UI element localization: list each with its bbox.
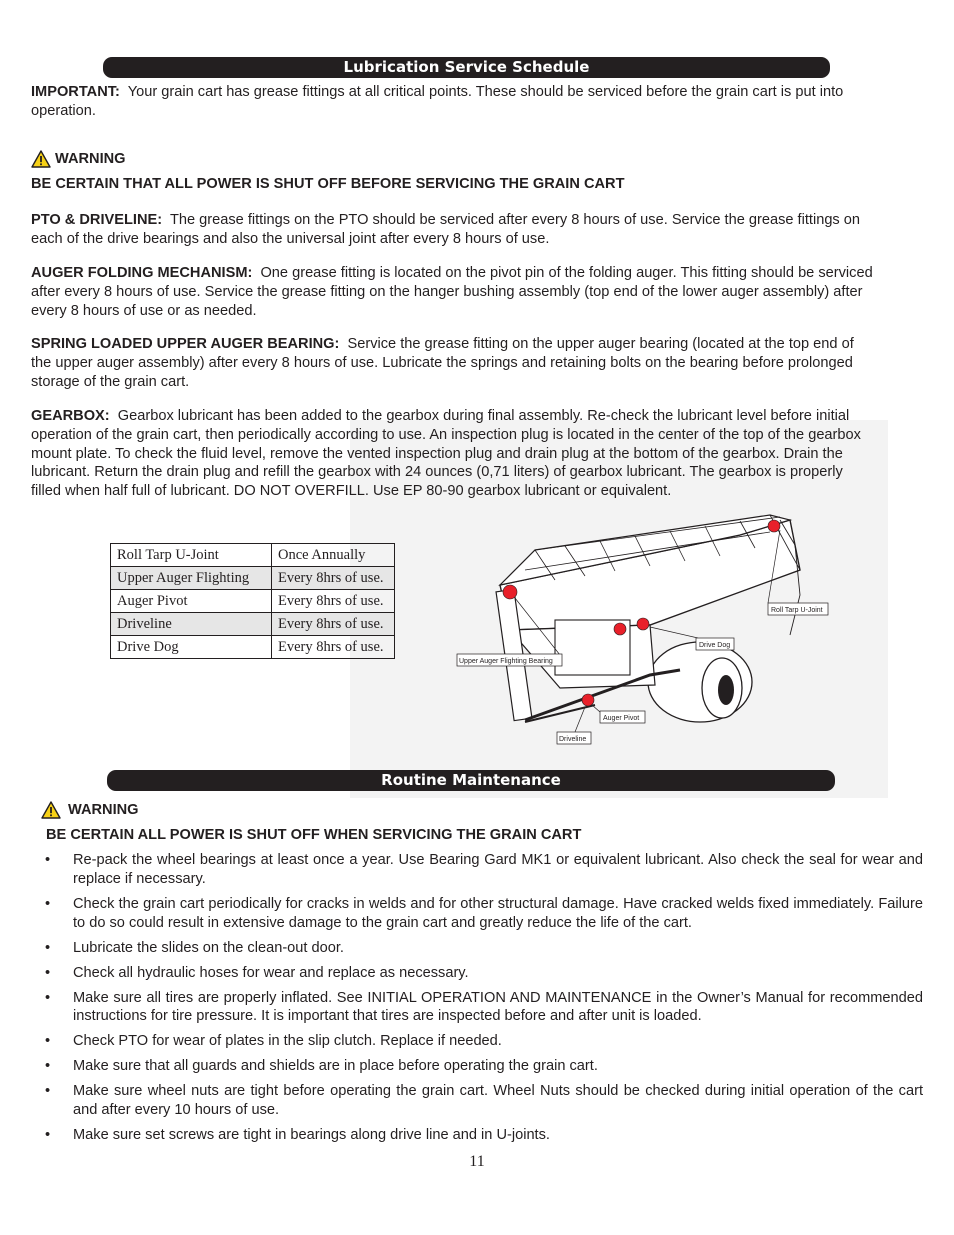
auger-folding-paragraph [31, 264, 876, 320]
table-cell-interval: Every 8hrs of use. [272, 590, 395, 613]
section-text: One grease fitting is located on the pivot pin of the folding auger. This fitting should be serviced after every 8 hours of use. Service the grease fitting on the hanger bushing assembly (top end of the lower auger assembly) after every 8 hours of use or as needed. [31, 265, 873, 319]
section-banner-routine-maintenance: Routine Maintenance [107, 770, 835, 791]
table-cell-interval: Once Annually [272, 544, 395, 567]
warning-triangle-icon [41, 801, 61, 819]
list-item: • Make sure set screws are tight in bearings along drive line and in U-joints. [45, 1126, 923, 1145]
warning-header [31, 150, 126, 168]
section-text: Gearbox lubricant has been added to the gearbox during final assembly. Re-check the lubricant level before initial operation of the grain cart, then periodically according to use. An inspection plug is located in the center of the top of the gearbox mount plate. To check the fluid level, remove the vented inspection plug and drain plug at the bottom of the gearbox. Drain the lubricant. Return the drain plug and refill the gearbox with 24 ounces (0,71 liters) of gearbox lubricant. The gearbox is properly filled when half full of lubricant. DO NOT OVERFILL. Use EP 80-90 gearbox lubricant or equivalent. [31, 408, 861, 500]
table-row [111, 590, 395, 613]
table-cell-item: Auger Pivot [111, 590, 272, 613]
gearbox-paragraph [31, 407, 871, 501]
callout-driveline: Driveline [559, 736, 587, 743]
warning-text: BE CERTAIN THAT ALL POWER IS SHUT OFF BEFORE SERVICING THE GRAIN CART [31, 176, 625, 192]
pto-driveline-paragraph [31, 211, 876, 249]
table-row [111, 567, 395, 590]
section-label: GEARBOX: [31, 408, 110, 424]
list-item: • Make sure that all guards and shields are in place before operating the grain cart. [45, 1057, 923, 1076]
table-cell-item: Driveline [111, 613, 272, 636]
upper-auger-bearing-paragraph [31, 335, 876, 391]
important-text: Your grain cart has grease fittings at all critical points. These should be serviced before the grain cart is put into operation. [31, 84, 844, 119]
table-cell-item: Roll Tarp U-Joint [111, 544, 272, 567]
table-cell-item: Drive Dog [111, 636, 272, 659]
maintenance-list [45, 851, 923, 1151]
section-label: PTO & DRIVELINE: [31, 212, 163, 228]
section-text: The grease fittings on the PTO should be serviced after every 8 hours of use. Service the grease fittings on each of the drive bearings and also the universal joint after every 8 hours of use. [31, 212, 861, 247]
callout-upper-auger: Upper Auger Flighting Bearing [459, 658, 553, 665]
important-paragraph [31, 83, 876, 121]
section-text: Service the grease fitting on the upper auger bearing (located at the top end of the upper auger assembly) after every 8 hours of use. Lubricate the springs and retaining bolts on the bearing before prolonged storage of the grain cart. [31, 336, 854, 390]
list-item: • Check the grain cart periodically for cracks in welds and for other structural damage. Have cracked welds fixed immediately. Failure to do so could result in extensive damage to the grain cart and greatly reduce the life of the cart. [45, 895, 923, 933]
list-item: • Lubricate the slides on the clean-out door. [45, 939, 923, 958]
table-row [111, 613, 395, 636]
list-item: • Make sure wheel nuts are tight before operating the grain cart. Wheel Nuts should be checked during initial operation of the cart and after every 10 hours of use. [45, 1082, 923, 1120]
section-label: SPRING LOADED UPPER AUGER BEARING: [31, 336, 340, 352]
warning-label: WARNING [55, 151, 126, 167]
page-number: 11 [469, 1153, 485, 1170]
list-item: • Make sure all tires are properly inflated. See INITIAL OPERATION AND MAINTENANCE in the Owner’s Manual for recommended instructions for tire pressure. It is important that tires are inspected before and after unit is loaded. [45, 989, 923, 1027]
list-item: • Check all hydraulic hoses for wear and replace as necessary. [45, 964, 923, 983]
warning-label: WARNING [68, 802, 139, 818]
table-row [111, 636, 395, 659]
table-cell-item: Upper Auger Flighting [111, 567, 272, 590]
callout-auger-pivot: Auger Pivot [603, 715, 640, 722]
section-label: AUGER FOLDING MECHANISM: [31, 265, 253, 281]
section-banner-lubrication: Lubrication Service Schedule [103, 57, 830, 78]
warning-text: BE CERTAIN ALL POWER IS SHUT OFF WHEN SERVICING THE GRAIN CART [46, 827, 582, 843]
table-cell-interval: Every 8hrs of use. [272, 613, 395, 636]
list-item: • Re-pack the wheel bearings at least once a year. Use Bearing Gard MK1 or equivalent lubricant. Also check the seal for wear and replace if necessary. [45, 851, 923, 889]
table-cell-interval: Every 8hrs of use. [272, 567, 395, 590]
important-label: IMPORTANT: [31, 84, 120, 100]
warning-triangle-icon [31, 150, 51, 168]
callout-drive-dog: Drive Dog [699, 642, 731, 649]
lubrication-schedule-table [110, 543, 395, 659]
warning-header [41, 801, 139, 819]
table-row [111, 544, 395, 567]
table-cell-interval: Every 8hrs of use. [272, 636, 395, 659]
list-item: • Check PTO for wear of plates in the slip clutch. Replace if needed. [45, 1032, 923, 1051]
callout-roll-tarp: Roll Tarp U-Joint [771, 607, 823, 614]
